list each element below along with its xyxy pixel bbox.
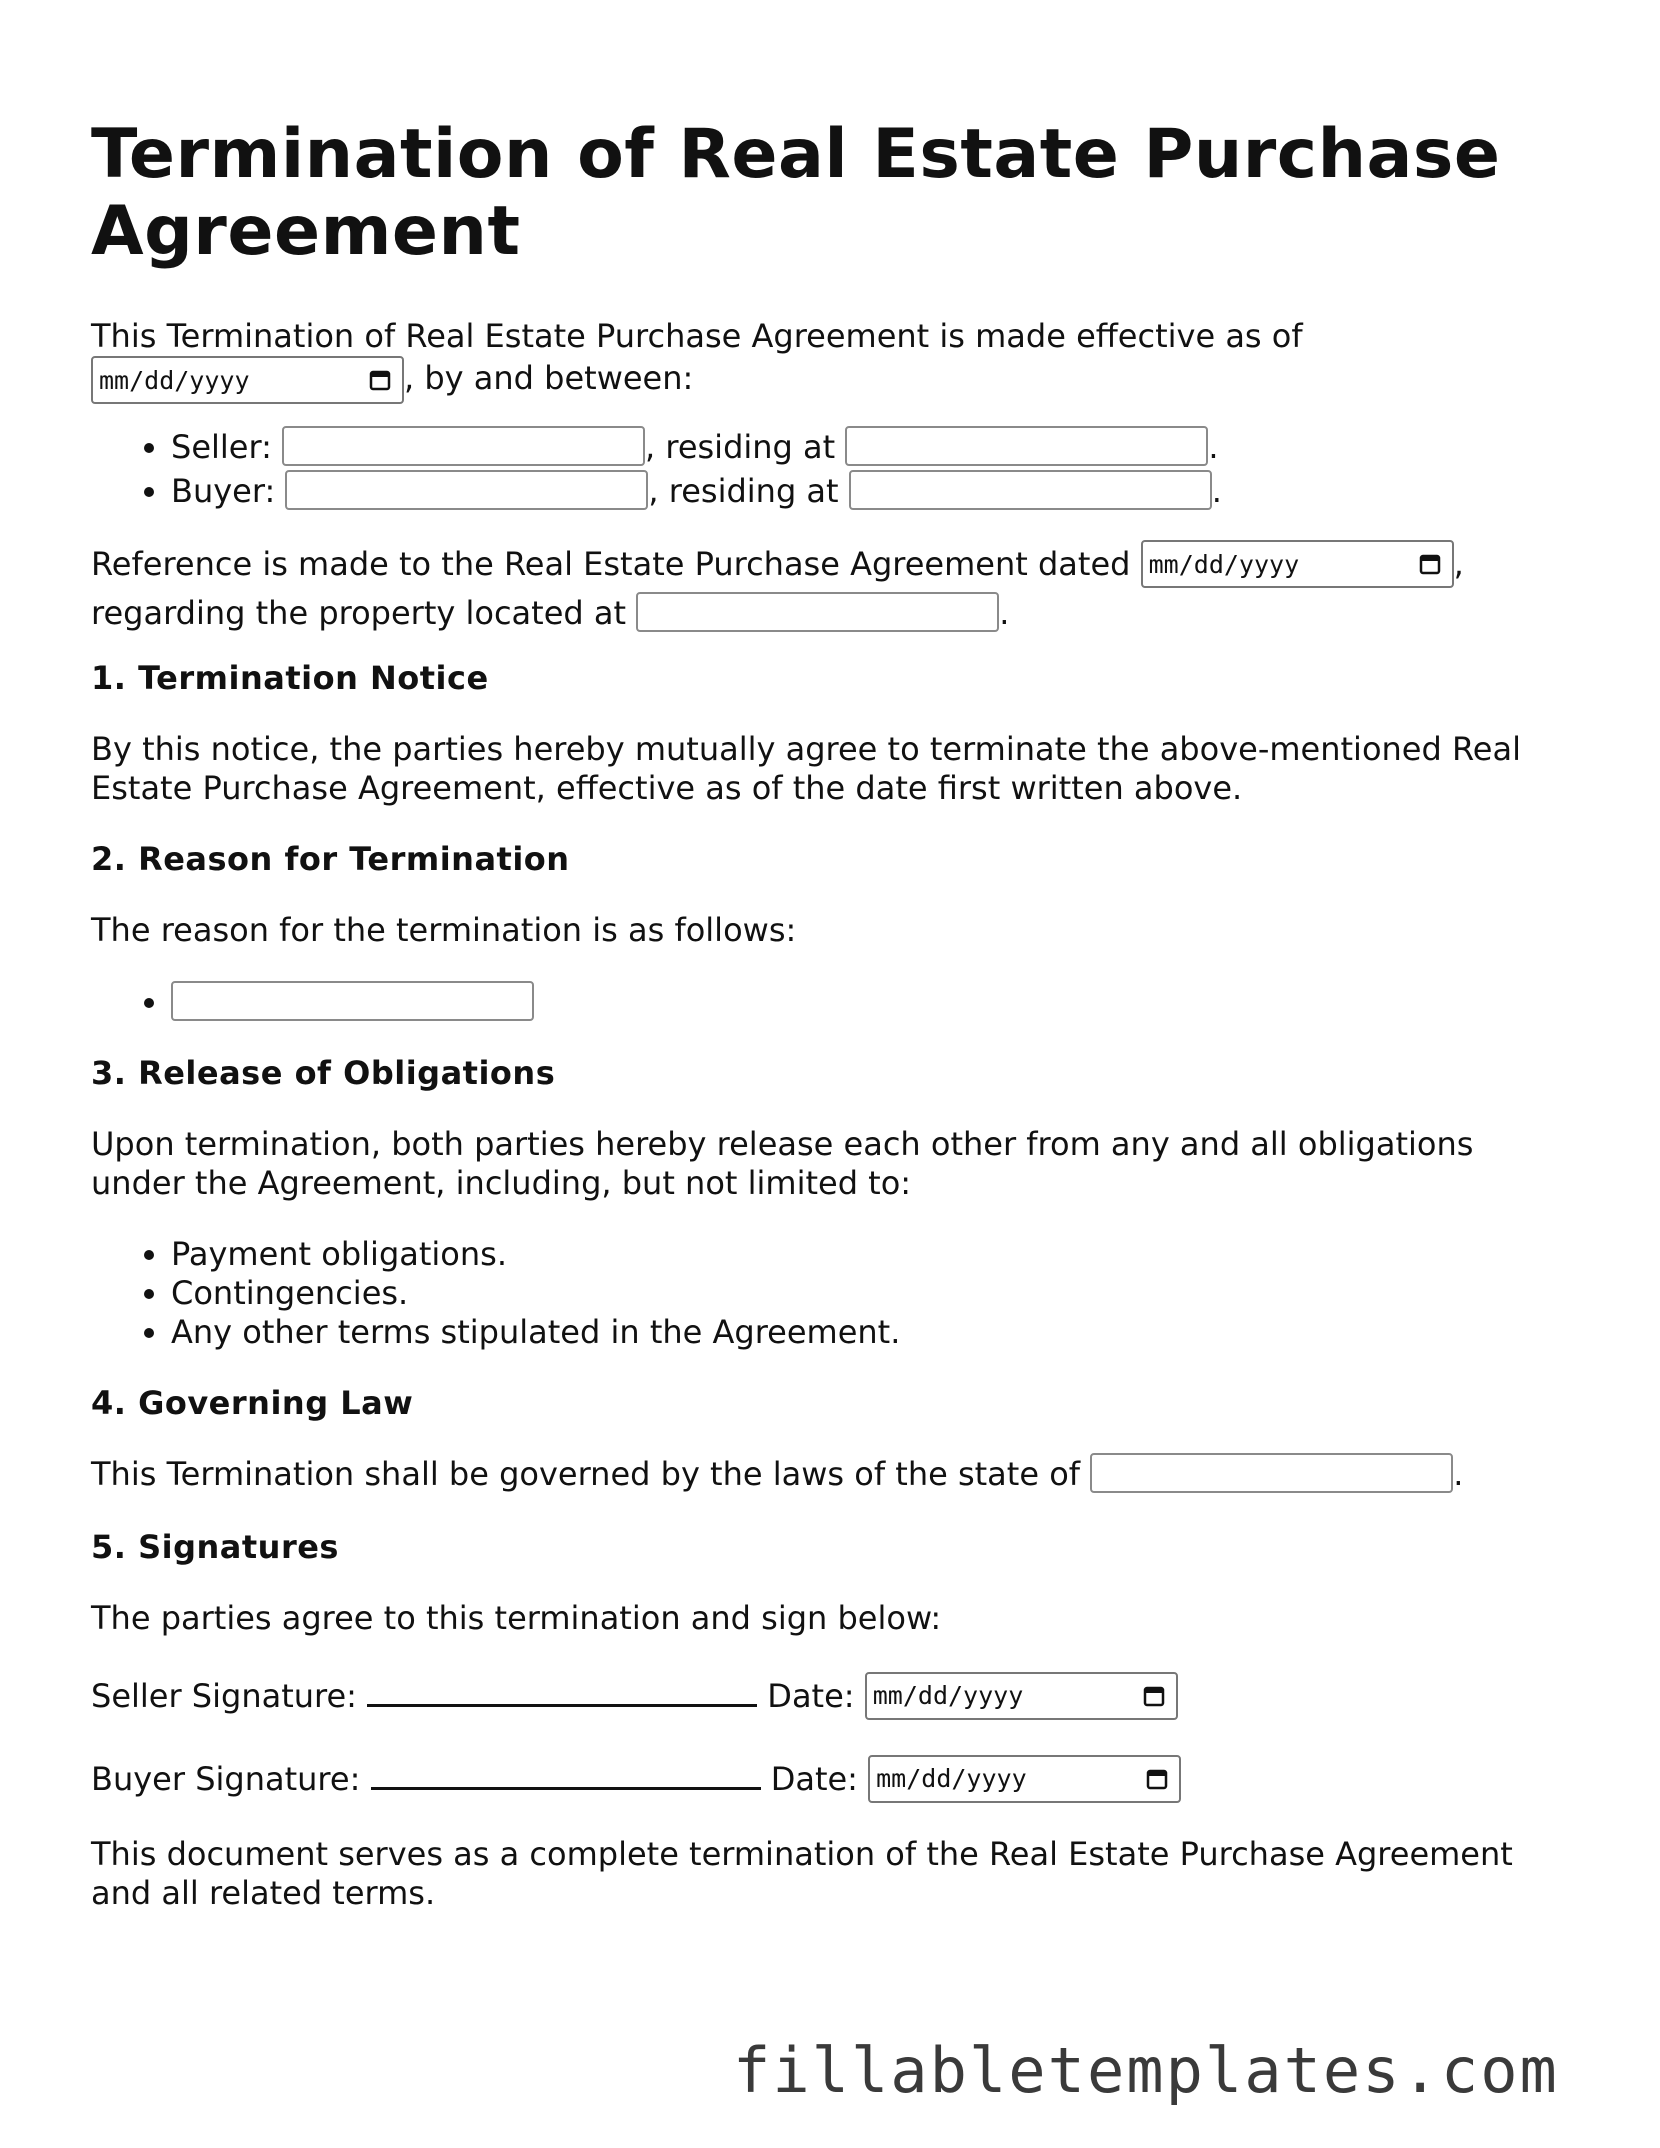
date-label: Date: [770, 1760, 858, 1798]
page-title: Termination of Real Estate Purchase Agreement [91, 115, 1501, 271]
section-heading-termination-notice: 1. Termination Notice [91, 659, 489, 697]
period: . [999, 594, 1010, 632]
party-buyer [171, 472, 1571, 513]
buyer-date-input[interactable] [868, 1755, 1181, 1803]
watermark: fillabletemplates.com [733, 2034, 1559, 2107]
reason-item [171, 983, 1571, 1024]
section-heading-governing-law: 4. Governing Law [91, 1384, 414, 1422]
period: . [1211, 472, 1222, 510]
buyer-residing-label: , residing at [648, 472, 839, 510]
calendar-icon[interactable] [1145, 1767, 1169, 1791]
seller-name-input[interactable] [282, 426, 645, 466]
reason-list [91, 983, 1571, 1024]
seller-date-input[interactable] [865, 1672, 1178, 1720]
reference-paragraph [91, 541, 1571, 637]
reference-text: Reference is made to the Real Estate Purchase Agreement dated [91, 545, 1131, 583]
buyer-label: Buyer: [171, 472, 276, 510]
buyer-signature-row [91, 1755, 1571, 1805]
list-item: • Payment obligations. [171, 1235, 1571, 1274]
date-placeholder: mm/dd/yyyy [872, 1681, 1024, 1710]
seller-signature-row [91, 1672, 1571, 1722]
section-heading-signatures: 5. Signatures [91, 1528, 339, 1566]
reason-body: The reason for the termination is as follows: [91, 911, 797, 949]
buyer-address-input[interactable] [849, 470, 1212, 510]
calendar-icon[interactable] [1142, 1684, 1166, 1708]
date-placeholder: mm/dd/yyyy [1148, 549, 1300, 579]
buyer-signature-line[interactable] [371, 1757, 761, 1790]
period: . [1208, 428, 1219, 466]
governing-law-text: This Termination shall be governed by the laws of the state of [91, 1455, 1081, 1493]
section-heading-reason: 2. Reason for Termination [91, 840, 570, 878]
seller-residing-label: , residing at [645, 428, 836, 466]
intro-suffix: , by and between: [404, 359, 694, 397]
list-item: • Any other terms stipulated in the Agreement. [171, 1313, 1571, 1352]
document [91, 116, 1571, 1913]
calendar-icon[interactable] [368, 368, 392, 392]
closing-paragraph: This document serves as a complete termination of the Real Estate Purchase Agreement and all related terms. [91, 1835, 1513, 1912]
period: . [1453, 1455, 1464, 1493]
party-seller [171, 428, 1571, 469]
intro-text: This Termination of Real Estate Purchase Agreement is made effective as of [91, 317, 1303, 355]
intro-paragraph [91, 317, 1571, 404]
comma: , [1453, 545, 1464, 583]
effective-date-input[interactable] [91, 356, 404, 404]
date-label: Date: [767, 1677, 855, 1715]
list-item: • Contingencies. [171, 1274, 1571, 1313]
seller-label: Seller: [171, 428, 272, 466]
property-address-input[interactable] [636, 592, 999, 632]
signatures-body: The parties agree to this termination and sign below: [91, 1599, 942, 1637]
reason-input[interactable] [171, 981, 534, 1021]
buyer-name-input[interactable] [285, 470, 648, 510]
seller-address-input[interactable] [845, 426, 1208, 466]
section-heading-release: 3. Release of Obligations [91, 1054, 556, 1092]
agreement-date-input[interactable] [1141, 540, 1454, 588]
date-placeholder: mm/dd/yyyy [876, 1764, 1027, 1793]
property-text: regarding the property located at [91, 594, 627, 632]
date-placeholder: mm/dd/yyyy [99, 365, 250, 395]
seller-signature-label: Seller Signature: [91, 1677, 357, 1715]
state-input[interactable] [1090, 1453, 1453, 1493]
release-body: Upon termination, both parties hereby release each other from any and all obligations under the Agreement, including, but not limited to: [91, 1125, 1474, 1202]
parties-list [91, 428, 1571, 513]
buyer-signature-label: Buyer Signature: [91, 1760, 361, 1798]
obligations-list [91, 1235, 1571, 1352]
calendar-icon[interactable] [1418, 552, 1442, 576]
seller-signature-line[interactable] [367, 1674, 757, 1707]
governing-law-body [91, 1455, 1571, 1496]
termination-notice-body: By this notice, the parties hereby mutually agree to terminate the above-mentioned Real Estate Purchase Agreement, effective as of the date first written above. [91, 730, 1521, 807]
